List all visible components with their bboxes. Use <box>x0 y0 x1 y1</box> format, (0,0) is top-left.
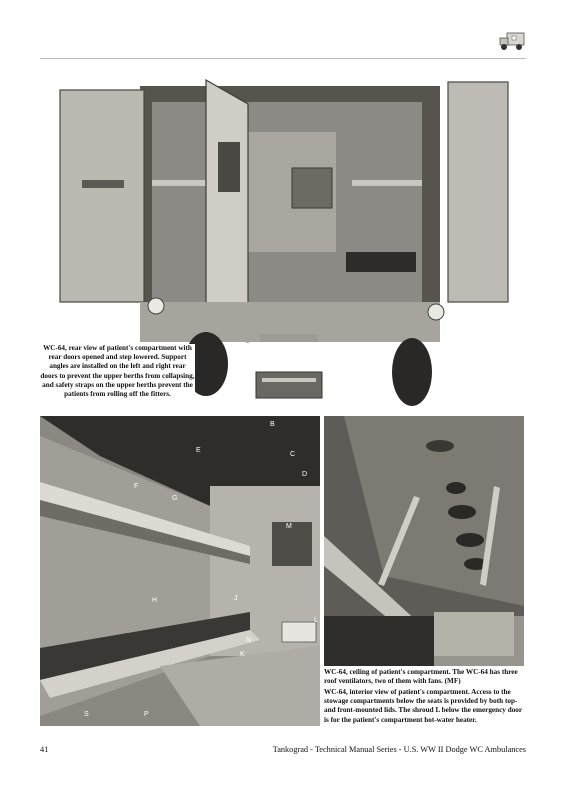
photo-callout-label: J <box>234 595 238 602</box>
photo-callout-label: G <box>172 495 178 502</box>
photo-callout-label: L <box>314 617 318 624</box>
photo-callout-label: B <box>270 421 275 428</box>
photo-callout-label: M <box>286 523 292 530</box>
page-number: 41 <box>40 745 49 754</box>
photo-callout-label: C <box>290 451 296 458</box>
rear-view-caption: WC-64, rear view of patient's compartment with rear doors opened and step lowered. Support angles are installed on the left and right rear doors to prevent the upper berths from collapsing, and safety straps on the upper berths prevent the patients from rolling off the fitters. <box>40 344 195 399</box>
photo-callout-label: P <box>144 711 149 718</box>
interior-view-photo <box>40 416 320 726</box>
photo-callout-label: E <box>196 447 201 454</box>
ceiling-caption: WC-64, ceiling of patient's compartment. The WC-64 has three roof ventilators, two of them with fans. (MF) <box>324 668 518 686</box>
photo-callout-label: N <box>246 637 252 644</box>
photo-callout-label: D <box>302 471 308 478</box>
photo-callout-label: S <box>84 711 89 718</box>
photo-callout-label: K <box>240 651 245 658</box>
ceiling-view-photo <box>324 416 524 666</box>
header-rule <box>40 58 526 59</box>
photo-callout-label: F <box>134 483 139 490</box>
photo-callout-label: H <box>152 597 158 604</box>
running-title: Tankograd - Technical Manual Series - U.S. WW II Dodge WC Ambulances <box>272 745 526 754</box>
interior-caption: WC-64, interior view of patient's compartment. Access to the stowage compartments below the seats is provided by both top- and front-mounted lids. The shroud L below the emergency door is for the patient's compartment hot-water heater. <box>324 688 522 724</box>
ambulance-truck-logo-icon <box>497 28 527 52</box>
